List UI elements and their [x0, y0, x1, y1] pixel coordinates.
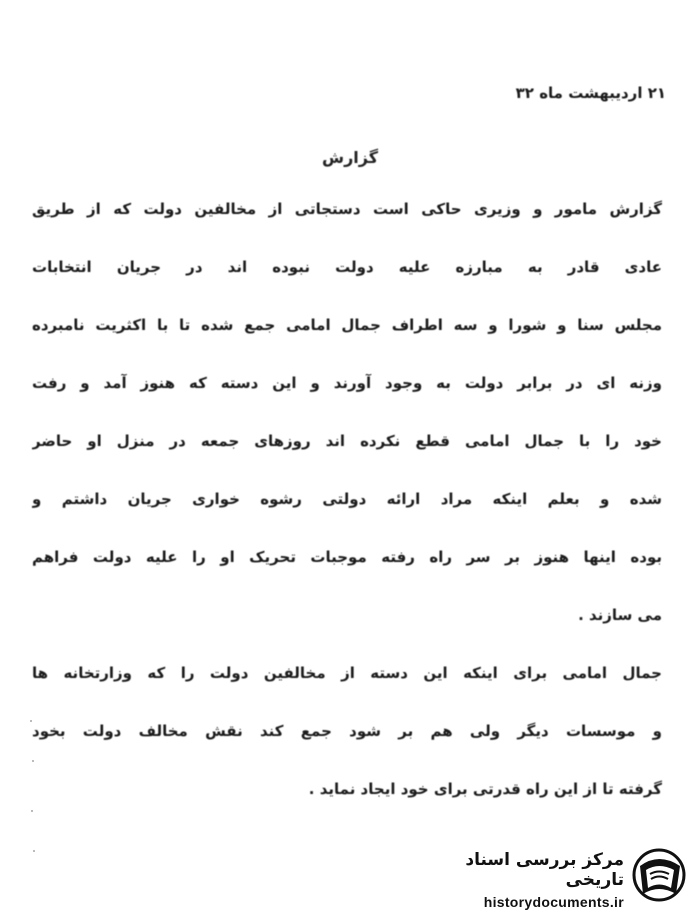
body-line: می سازند . [578, 606, 662, 624]
document-date: ۲۱ اردیبهشت ماه ۳۲ [515, 84, 666, 102]
body-line: گزارش مامور و وزیری حاکی است دستجاتی از مخالفین دولت که از طریق [32, 200, 662, 218]
body-line: بوده اینها هنوز بر سر راه رفته موجبات تحریک او را علیه دولت فراهم [32, 548, 662, 566]
body-line: مجلس سنا و شورا و سه اطراف جمال امامی جمع شده تا با اکثریت نامبرده [32, 316, 662, 334]
body-line: عادی قادر به مبارزه علیه دولت نبوده اند در جریان انتخابات [32, 258, 662, 276]
body-line: جمال امامی برای اینکه این دسته از مخالفین دولت را که وزارتخانه ها [32, 664, 662, 682]
archive-watermark [410, 840, 700, 908]
body-line: خود را با جمال امامی قطع نکرده اند روزهای جمعه در منزل او حاضر [32, 432, 662, 450]
document-body [32, 188, 662, 826]
body-line: شده و بعلم اینکه مراد ارائه دولتی رشوه خواری جریان داشتم و [32, 490, 662, 508]
document-archive-logo-icon [630, 844, 688, 904]
body-line: گرفته تا از این راه قدرتی برای خود ایجاد نماید . [308, 780, 662, 798]
body-line: و موسسات دیگر ولی هم بر شود جمع کند نقش مخالف دولت بخود [32, 722, 662, 740]
archive-site: historydocuments.ir [483, 894, 624, 910]
archive-org-name: مرکز بررسی اسناد تاریخی [465, 850, 624, 890]
document-title: گزارش [321, 148, 379, 167]
body-line: وزنه ای در برابر دولت به وجود آورند و این دسته که هنوز آمد و رفت [32, 374, 662, 392]
